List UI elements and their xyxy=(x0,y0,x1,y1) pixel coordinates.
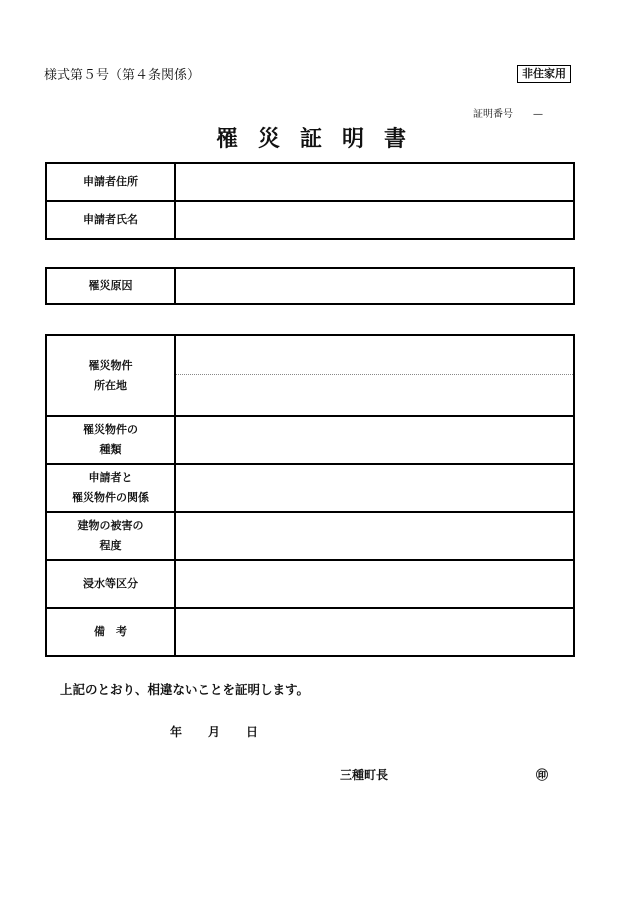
applicant-table xyxy=(45,162,575,240)
cause-label: 罹災原因 xyxy=(46,268,175,304)
applicant-name-label: 申請者氏名 xyxy=(46,201,175,239)
property-location-line1[interactable] xyxy=(176,336,573,375)
applicant-name-field[interactable] xyxy=(175,201,574,239)
property-type-label-line1: 罹災物件の xyxy=(83,423,138,436)
relation-label-line1: 申請者と xyxy=(88,471,133,484)
property-type-label xyxy=(46,416,175,464)
property-location-label-line2: 所在地 xyxy=(94,378,127,392)
document-title: 罹災証明書 xyxy=(215,127,426,152)
relation-label-line2: 罹災物件の関係 xyxy=(72,491,149,504)
property-type-field[interactable] xyxy=(175,416,574,464)
damage-degree-label-line1: 建物の被害の xyxy=(77,519,144,532)
issuer-name: 三種町長 xyxy=(340,768,389,782)
damage-degree-label xyxy=(46,512,175,560)
damage-degree-field[interactable] xyxy=(175,512,574,560)
date-month: 月 xyxy=(208,725,221,739)
remarks-label: 備 考 xyxy=(46,608,175,656)
property-type-label-line2: 種類 xyxy=(99,443,122,456)
property-table xyxy=(45,334,575,657)
relation-label xyxy=(46,464,175,512)
remarks-field[interactable] xyxy=(175,608,574,656)
applicant-address-label: 申請者住所 xyxy=(46,163,175,201)
date-day: 日 xyxy=(246,725,259,739)
property-location-label-line1: 罹災物件 xyxy=(88,358,133,372)
form-number: 様式第５号（第４条関係） xyxy=(44,68,201,83)
damage-degree-label-line2: 程度 xyxy=(99,539,122,552)
flood-category-field[interactable] xyxy=(175,560,574,608)
date-year: 年 xyxy=(170,725,183,739)
cert-number-label: 証明番号 xyxy=(473,109,513,120)
relation-field[interactable] xyxy=(175,464,574,512)
property-location-line2[interactable] xyxy=(176,375,573,415)
issue-date xyxy=(170,723,284,740)
cause-table xyxy=(45,267,575,305)
certification-statement: 上記のとおり、相違ないことを証明します。 xyxy=(60,682,310,697)
flood-category-label: 浸水等区分 xyxy=(46,560,175,608)
property-location-label xyxy=(46,335,175,416)
property-location-field[interactable] xyxy=(175,335,574,416)
cause-field[interactable] xyxy=(175,268,574,304)
usage-badge: 非住家用 xyxy=(517,65,571,83)
certificate-number xyxy=(473,105,543,120)
seal-mark: ㊞ xyxy=(536,768,549,782)
applicant-address-field[interactable] xyxy=(175,163,574,201)
cert-number-value: — xyxy=(533,109,543,120)
